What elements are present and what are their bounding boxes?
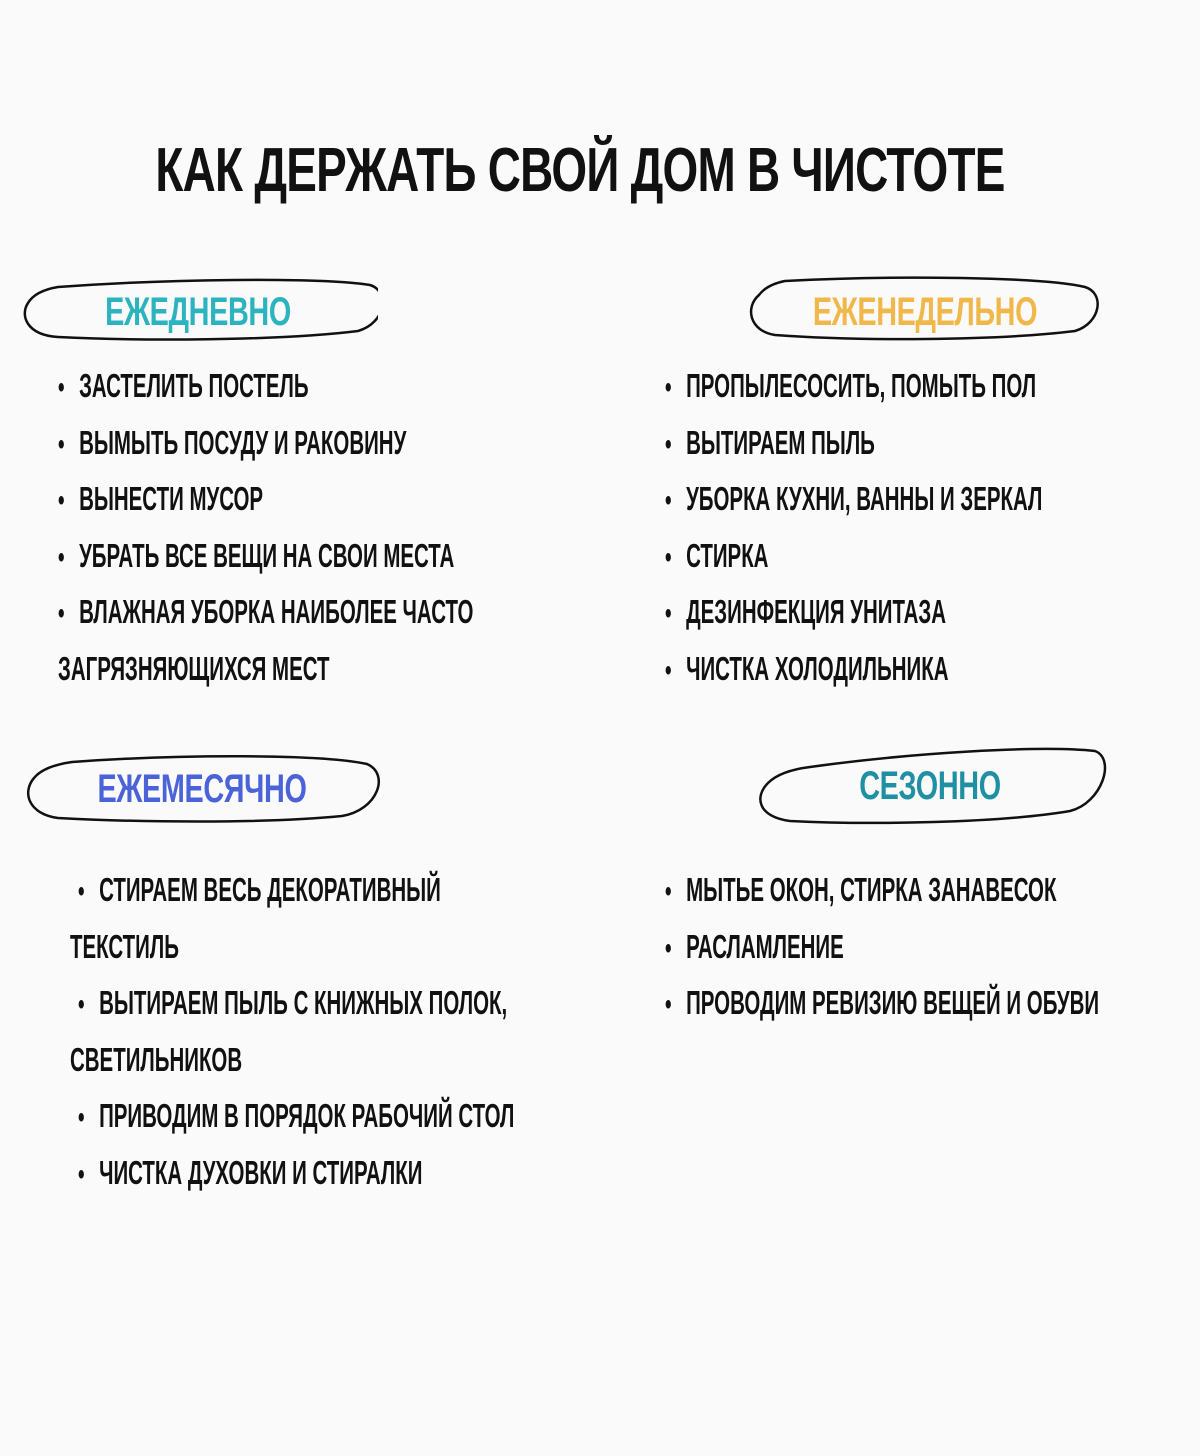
list-daily: [58, 358, 728, 697]
list-item: • ЗАСТЕЛИТЬ ПОСТЕЛЬ: [58, 358, 473, 415]
list-item: • ПРОПЫЛЕСОСИТЬ, ПОМЫТЬ ПОЛ: [665, 358, 1042, 415]
bullet-icon: •: [665, 427, 672, 461]
list-item: • ДЕЗИНФЕКЦИЯ УНИТАЗА: [665, 584, 1042, 641]
bullet-icon: •: [58, 484, 65, 517]
list-item: • ЧИСТКА ДУХОВКИ И СТИРАЛКИ: [78, 1145, 514, 1202]
list-item: • ВЫНЕСТИ МУСОР: [58, 471, 473, 528]
badge-seasonal-label: СЕЗОННО: [859, 764, 1001, 808]
list-item-continuation: ЗАГРЯЗНЯЮЩИХСЯ МЕСТ: [58, 649, 330, 687]
bullet-icon: •: [665, 988, 672, 1021]
list-weekly: [665, 358, 1200, 697]
list-item: • СТИРАЕМ ВЕСЬ ДЕКОРАТИВНЫЙ: [78, 862, 514, 919]
badge-weekly: [745, 275, 1105, 350]
list-item-continuation: СВЕТИЛЬНИКОВ: [70, 1040, 243, 1078]
page-title: КАК ДЕРЖАТЬ СВОЙ ДОМ В ЧИСТОТЕ: [155, 136, 1005, 205]
bullet-icon: •: [665, 931, 672, 965]
list-item: • ВЫТИРАЕМ ПЫЛЬ С КНИЖНЫХ ПОЛОК,: [78, 975, 514, 1032]
bullet-icon: •: [78, 988, 85, 1021]
badge-monthly-label: ЕЖЕМЕСЯЧНО: [97, 767, 307, 811]
list-item: • МЫТЬЕ ОКОН, СТИРКА ЗАНАВЕСОК: [665, 862, 1099, 919]
list-item: • УБОРКА КУХНИ, ВАННЫ И ЗЕРКАЛ: [665, 471, 1042, 528]
list-seasonal: [665, 862, 1200, 1032]
bullet-icon: •: [58, 597, 65, 630]
list-item: • ЧИСТКА ХОЛОДИЛЬНИКА: [665, 641, 1042, 698]
list-item: • ВЫМЫТЬ ПОСУДУ И РАКОВИНУ: [58, 415, 473, 472]
bullet-icon: •: [665, 653, 672, 687]
bullet-icon: •: [78, 875, 85, 908]
badge-seasonal: [750, 745, 1110, 820]
bullet-icon: •: [665, 597, 672, 630]
bullet-icon: •: [78, 1157, 85, 1191]
badge-monthly: [22, 752, 382, 827]
bullet-icon: •: [58, 540, 65, 574]
bullet-icon: •: [665, 875, 672, 908]
bullet-icon: •: [78, 1101, 85, 1134]
list-item: • ПРИВОДИМ В ПОРЯДОК РАБОЧИЙ СТОЛ: [78, 1088, 514, 1145]
bullet-icon: •: [58, 371, 65, 404]
badge-daily: [18, 275, 378, 350]
list-item: • УБРАТЬ ВСЕ ВЕЩИ НА СВОИ МЕСТА: [58, 528, 473, 585]
list-item: • ВЛАЖНАЯ УБОРКА НАИБОЛЕЕ ЧАСТО: [58, 584, 473, 641]
badge-daily-label: ЕЖЕДНЕВНО: [105, 290, 291, 334]
badge-weekly-label: ЕЖЕНЕДЕЛЬНО: [812, 290, 1038, 334]
list-item: • СТИРКА: [665, 528, 1042, 585]
list-item: • РАСЛАМЛЕНИЕ: [665, 919, 1099, 976]
bullet-icon: •: [58, 427, 65, 461]
list-item: • ВЫТИРАЕМ ПЫЛЬ: [665, 415, 1042, 472]
list-item-continuation: ТЕКСТИЛЬ: [70, 927, 179, 965]
bullet-icon: •: [665, 371, 672, 404]
bullet-icon: •: [665, 484, 672, 517]
bullet-icon: •: [665, 540, 672, 574]
list-item: • ПРОВОДИМ РЕВИЗИЮ ВЕЩЕЙ И ОБУВИ: [665, 975, 1099, 1032]
